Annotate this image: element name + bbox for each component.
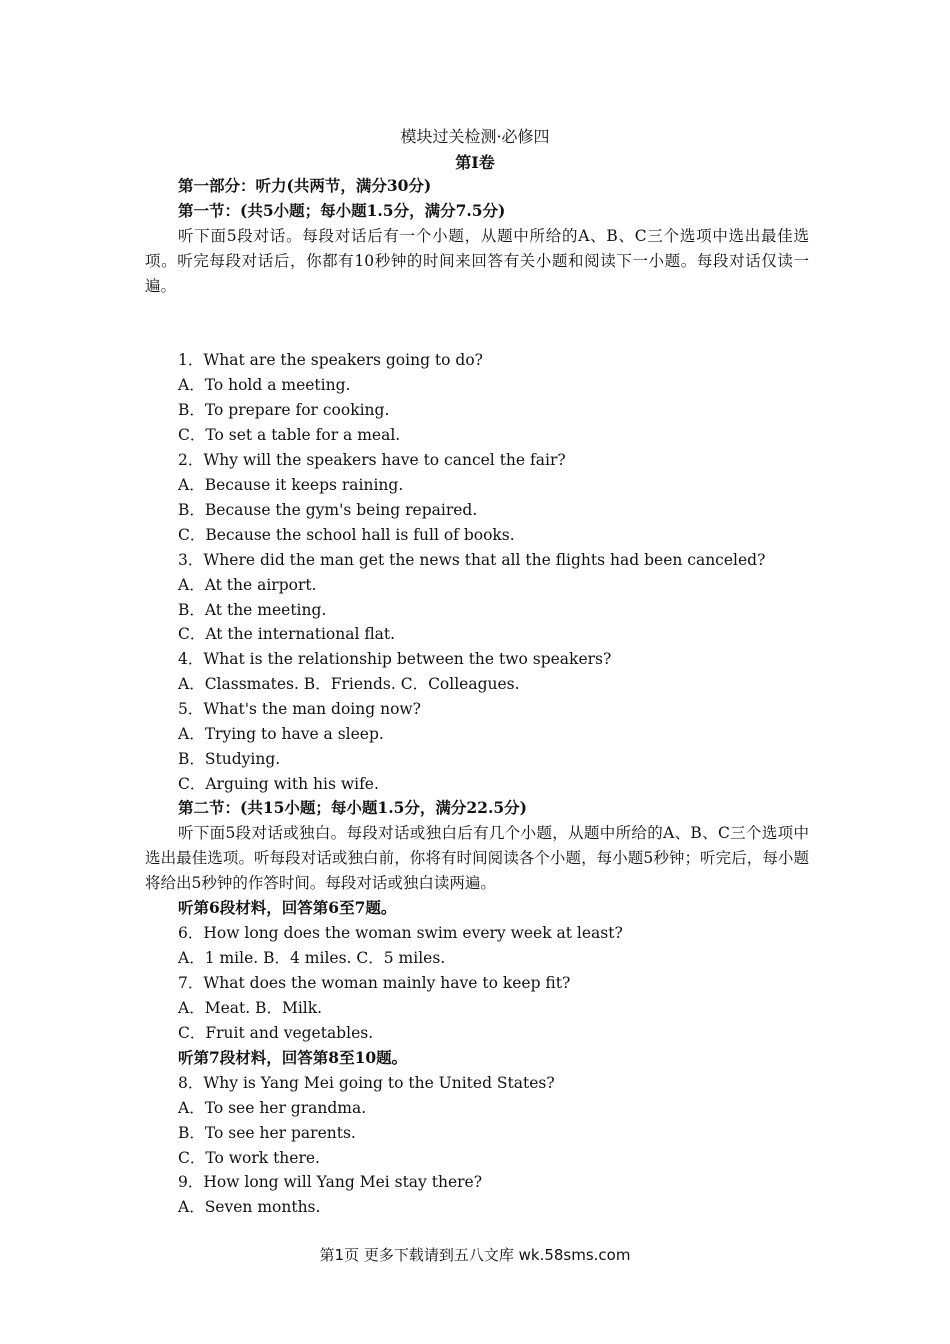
- question-line: A．1 mile. B．4 miles. C．5 miles.: [178, 948, 446, 967]
- page-footer: 第1页 更多下载请到五八文库 wk.58sms.com: [319, 1246, 631, 1264]
- question-line: B．Because the gym's being repaired.: [178, 500, 478, 519]
- question-line: 3．Where did the man get the news that all the flights had been canceled?: [178, 550, 766, 569]
- part-heading: 第一部分：听力(共两节，满分30分): [178, 176, 432, 195]
- question-line: C．At the international flat.: [178, 625, 396, 644]
- question-line: 2．Why will the speakers have to cancel the fair?: [178, 450, 566, 469]
- material-heading: 听第6段材料，回答第6至7题。: [178, 898, 397, 917]
- question-line: 1．What are the speakers going to do?: [178, 351, 483, 369]
- question-line: C．To work there.: [178, 1148, 320, 1167]
- question-line: 8．Why is Yang Mei going to the United States?: [178, 1073, 555, 1092]
- question-line: A．Trying to have a sleep.: [178, 725, 384, 744]
- section1-heading: 第一节：(共5小题；每小题1.5分，满分7.5分): [178, 201, 506, 220]
- question-line: A．At the airport.: [178, 575, 317, 594]
- question-line: A．Because it keeps raining.: [178, 475, 404, 494]
- question-line: 9．How long will Yang Mei stay there?: [178, 1173, 483, 1192]
- question-line: 7．What does the woman mainly have to keep fit?: [178, 973, 571, 992]
- section1-instructions: 听下面5段对话。每段对话后有一个小题，从题中所给的A、B、C三个选项中选出最佳选项。听完每段对话后，你都有10秒钟的时间来回答有关小题和阅读下一小题。每段对话仅读一遍。: [145, 227, 809, 295]
- question-line: B．Studying.: [178, 750, 281, 769]
- question-line: B．At the meeting.: [178, 600, 327, 619]
- question-line: A．To see her grandma.: [178, 1098, 367, 1117]
- volume-heading: 第Ⅰ卷: [455, 153, 495, 172]
- question-line: 6．How long does the woman swim every week at least?: [178, 923, 623, 942]
- question-line: B．To see her parents.: [178, 1123, 356, 1142]
- question-line: B．To prepare for cooking.: [178, 400, 390, 419]
- question-line: 5．What's the man doing now?: [178, 700, 421, 719]
- question-line: C．Because the school hall is full of books.: [178, 525, 515, 544]
- question-line: C．Fruit and vegetables.: [178, 1023, 374, 1042]
- section2-heading: 第二节：(共15小题；每小题1.5分，满分22.5分): [178, 798, 527, 817]
- question-line: C．To set a table for a meal.: [178, 425, 401, 444]
- document-title: 模块过关检测·必修四: [400, 127, 550, 146]
- question-line: C．Arguing with his wife.: [178, 775, 379, 794]
- question-line: A．Seven months.: [178, 1198, 321, 1217]
- question-line: A．Meat. B．Milk.: [178, 998, 323, 1017]
- question-line: A．To hold a meeting.: [178, 375, 351, 394]
- section2-instructions: 听下面5段对话或独白。每段对话或独白后有几个小题，从题中所给的A、B、C三个选项中选出最佳选项。听每段对话或独白前，你将有时间阅读各个小题，每小题5秒钟；听完后，每小题将给出5秒钟的作答时间。每段对话或独白读两遍。: [145, 824, 809, 892]
- question-line: A．Classmates. B．Friends. C．Colleagues.: [178, 675, 520, 694]
- material-heading: 听第7段材料，回答第8至10题。: [178, 1047, 408, 1067]
- question-line: 4．What is the relationship between the two speakers?: [178, 650, 612, 669]
